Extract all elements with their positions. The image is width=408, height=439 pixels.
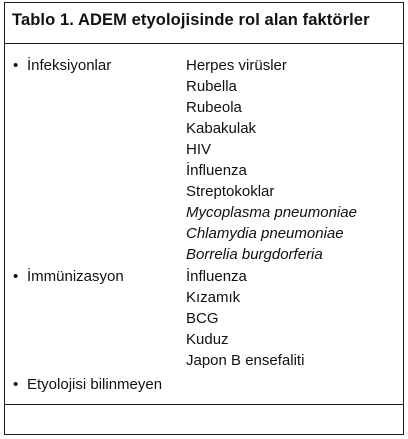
bullet-icon: • [13,268,19,285]
list-item: HIV [186,141,212,158]
bullet-icon: • [13,376,19,393]
group-label [13,374,162,395]
table-frame [4,2,404,435]
list-item: Kabakulak [186,120,257,137]
table-title: Tablo 1. ADEM etyolojisinde rol alan faktörler [12,11,370,29]
list-item: Rubella [186,78,237,95]
group-label-text: İmmünizasyon [27,268,124,285]
list-item: BCG [186,310,219,327]
bottom-divider [5,404,403,405]
group-label-text: Etyolojisi bilinmeyen [27,376,163,393]
list-item: Kuduz [186,331,229,348]
list-item: Rubeola [186,99,242,116]
title-divider [5,43,403,44]
group-label [13,55,111,76]
bullet-icon: • [13,57,19,74]
list-item: Kızamık [186,289,241,306]
list-item: Chlamydia pneumoniae [186,225,344,242]
list-item: Mycoplasma pneumoniae [186,204,357,221]
list-item: Japon B ensefaliti [186,352,305,369]
list-item: Borrelia burgdorferia [186,246,323,263]
item-list [186,266,304,371]
group-label-text: İnfeksiyonlar [27,57,112,74]
list-item: İnfluenza [186,162,247,179]
list-item: Herpes virüsler [186,57,287,74]
list-item: Streptokoklar [186,183,275,200]
list-item: İnfluenza [186,268,247,285]
group-label [13,266,124,287]
item-list [186,55,357,265]
